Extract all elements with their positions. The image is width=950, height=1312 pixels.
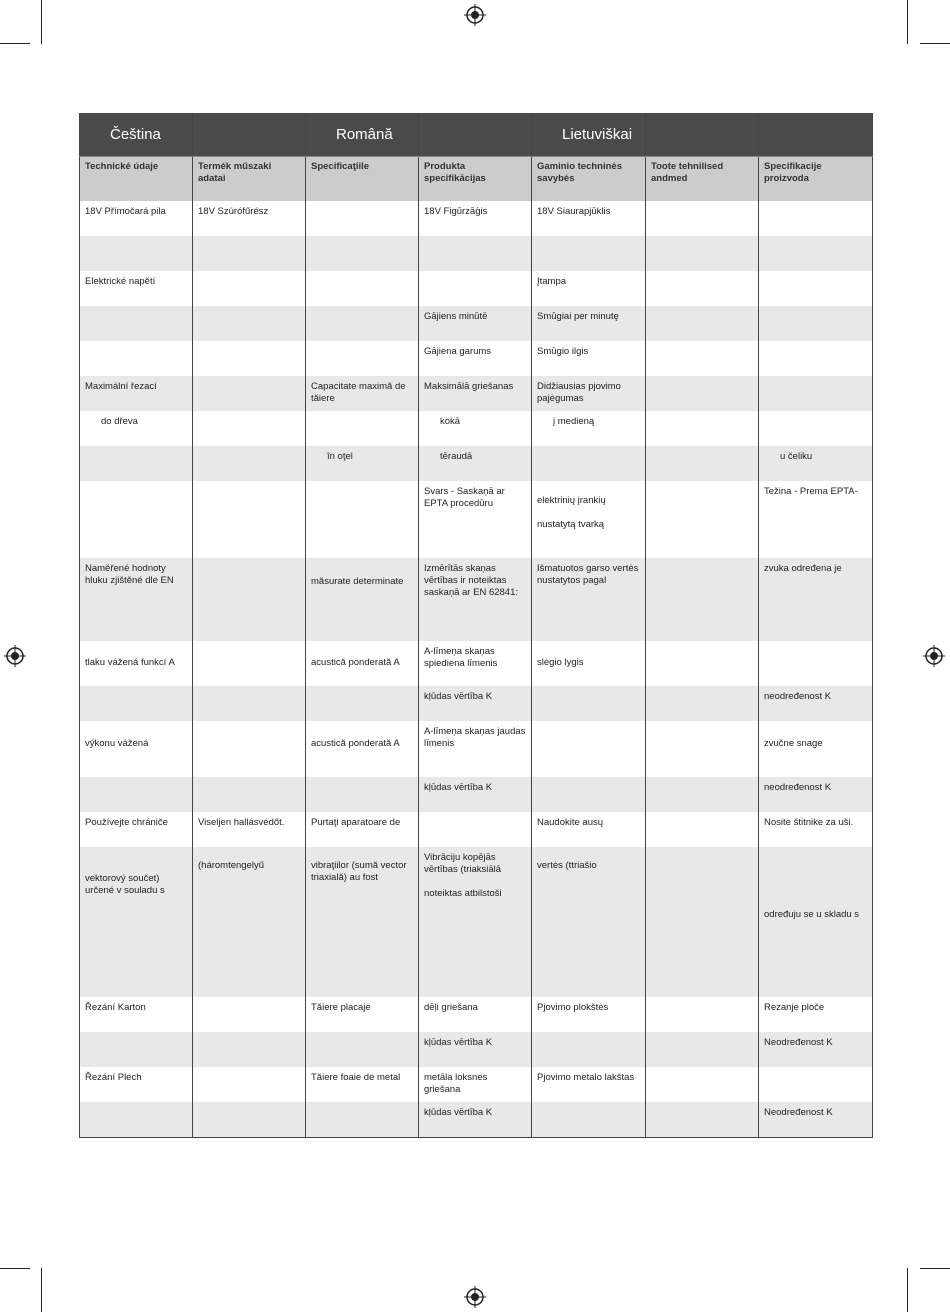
table-cell xyxy=(759,201,873,236)
language-cell xyxy=(759,113,873,157)
table-cell xyxy=(419,376,532,411)
table-cell xyxy=(193,201,306,236)
cell-text: în oţel xyxy=(327,450,353,462)
cell-text: Išmatuotos garso vertės nustatytos pagal xyxy=(537,562,639,586)
table-row xyxy=(80,306,873,341)
table-cell xyxy=(646,446,759,481)
table-cell xyxy=(306,271,419,306)
table-cell xyxy=(80,1067,193,1102)
table-cell xyxy=(532,236,646,271)
table-row xyxy=(80,481,873,558)
cell-text: Izmērītās skaņas vērtības ir noteiktas saskaņā ar EN 62841: xyxy=(424,562,519,598)
language-cell xyxy=(646,113,759,157)
table-cell xyxy=(646,641,759,686)
table-cell xyxy=(532,1102,646,1138)
table-cell xyxy=(759,721,873,777)
table-row xyxy=(80,721,873,777)
table-cell xyxy=(419,411,532,446)
table-row xyxy=(80,1102,873,1138)
cell-text: određuju se u skladu s xyxy=(764,908,860,920)
column-header: Gaminio techninės savybės xyxy=(532,157,646,201)
table-cell xyxy=(80,481,193,558)
cell-text: Pjovimo metalo lakštas xyxy=(537,1071,635,1083)
table-cell xyxy=(759,1032,873,1067)
table-cell xyxy=(646,201,759,236)
table-cell xyxy=(306,1102,419,1138)
table-row xyxy=(80,1032,873,1067)
cell-text: 18V Siaurapjūklis xyxy=(537,205,611,217)
cell-text: zvuka određena je xyxy=(764,562,842,574)
table-cell xyxy=(532,376,646,411)
cell-text: nustatytą tvarką xyxy=(537,518,605,530)
cell-text: Svars - Saskaņā ar EPTA procedūru xyxy=(424,485,505,509)
table-cell xyxy=(532,847,646,997)
table-cell xyxy=(193,411,306,446)
table-cell xyxy=(419,271,532,306)
specification-table xyxy=(79,113,873,1138)
table-cell xyxy=(419,1032,532,1067)
table-cell xyxy=(193,777,306,812)
table-cell xyxy=(419,1102,532,1138)
table-cell xyxy=(193,558,306,641)
crop-mark xyxy=(41,0,42,44)
table-cell xyxy=(306,376,419,411)
table-row xyxy=(80,686,873,721)
table-cell xyxy=(532,812,646,847)
cell-text: măsurate determinate xyxy=(311,575,404,587)
cell-text: Didžiausias pjovimo pajėgumas xyxy=(537,380,621,404)
table-cell xyxy=(532,411,646,446)
table-cell xyxy=(759,777,873,812)
table-cell xyxy=(306,721,419,777)
cell-text: į medieną xyxy=(553,415,595,427)
table-cell xyxy=(80,376,193,411)
table-row xyxy=(80,271,873,306)
cell-text: Nosite štitnike za uši. xyxy=(764,816,854,828)
table-row xyxy=(80,236,873,271)
table-cell xyxy=(306,641,419,686)
table-cell xyxy=(306,686,419,721)
table-cell xyxy=(193,446,306,481)
table-cell xyxy=(193,271,306,306)
table-cell xyxy=(306,201,419,236)
column-header: Specifikacije proizvoda xyxy=(759,157,873,201)
registration-mark-icon xyxy=(923,645,945,667)
cell-text: Vibrāciju kopējās vērtības (triaksiālā xyxy=(424,851,502,875)
column-header: Technické údaje xyxy=(80,157,193,201)
table-cell xyxy=(193,641,306,686)
table-cell xyxy=(306,341,419,376)
table-cell xyxy=(80,411,193,446)
table-cell xyxy=(532,997,646,1032)
table-cell xyxy=(759,641,873,686)
cell-text: Naměřené hodnoty hluku zjištěné dle EN xyxy=(85,562,174,586)
table-cell xyxy=(419,481,532,558)
cell-text: Tăiere placaje xyxy=(311,1001,371,1013)
cell-text: Purtaţi aparatoare de xyxy=(311,816,401,828)
table-cell xyxy=(532,721,646,777)
language-header-row xyxy=(80,113,873,157)
table-cell xyxy=(80,1032,193,1067)
table-cell xyxy=(759,411,873,446)
table-cell xyxy=(646,271,759,306)
table-cell xyxy=(646,721,759,777)
table-cell xyxy=(646,306,759,341)
crop-mark xyxy=(907,1268,908,1312)
table-row xyxy=(80,341,873,376)
crop-mark xyxy=(41,1268,42,1312)
table-row xyxy=(80,1067,873,1102)
cell-text: Viseljen hallásvédőt. xyxy=(198,816,285,828)
table-cell xyxy=(759,446,873,481)
cell-text: Naudokite ausų xyxy=(537,816,604,828)
table-row xyxy=(80,558,873,641)
table-cell xyxy=(80,341,193,376)
cell-text: kokā xyxy=(440,415,461,427)
cell-text: Maximální řezací xyxy=(85,380,157,392)
cell-text: Používejte chrániče xyxy=(85,816,168,828)
table-cell xyxy=(80,446,193,481)
table-cell xyxy=(193,236,306,271)
cell-text: vertės (ttriašio xyxy=(537,859,597,871)
table-cell xyxy=(759,271,873,306)
table-cell xyxy=(759,847,873,997)
cell-text: elektrinių įrankių xyxy=(537,494,606,506)
table-cell xyxy=(419,236,532,271)
table-cell xyxy=(532,1067,646,1102)
table-cell xyxy=(80,812,193,847)
table-cell xyxy=(80,641,193,686)
cell-text: Neodređenost K xyxy=(764,1106,833,1118)
table-cell xyxy=(193,847,306,997)
table-cell xyxy=(646,1067,759,1102)
table-cell xyxy=(193,997,306,1032)
cell-text: (háromtengelyű xyxy=(198,859,265,871)
table-cell xyxy=(759,481,873,558)
table-cell xyxy=(532,686,646,721)
table-cell xyxy=(759,812,873,847)
table-cell xyxy=(193,341,306,376)
cell-text: slėgio lygis xyxy=(537,656,584,668)
table-cell xyxy=(419,558,532,641)
table-cell xyxy=(419,341,532,376)
cell-text: Tăiere foaie de metal xyxy=(311,1071,401,1083)
table-cell xyxy=(646,1032,759,1067)
table-cell xyxy=(80,777,193,812)
table-cell xyxy=(80,201,193,236)
cell-text: kļūdas vērtība K xyxy=(424,690,493,702)
table-cell xyxy=(759,558,873,641)
cell-text: metāla loksnes griešana xyxy=(424,1071,488,1095)
column-header: Termék műszaki adatai xyxy=(193,157,306,201)
table-cell xyxy=(532,446,646,481)
table-cell xyxy=(306,558,419,641)
cell-text: Capacitate maximă de tăiere xyxy=(311,380,406,404)
table-cell xyxy=(646,686,759,721)
cell-text: Rezanje ploče xyxy=(764,1001,825,1013)
table-cell xyxy=(419,777,532,812)
cell-text: 18V Přímočará pila xyxy=(85,205,166,217)
table-cell xyxy=(532,558,646,641)
cell-text: A-līmeņa skaņas spiediena līmenis xyxy=(424,645,498,669)
language-label-romanian: Română xyxy=(306,113,419,157)
cell-text: vektorový součet) určené v souladu s xyxy=(85,872,165,896)
table-cell xyxy=(80,306,193,341)
table-cell xyxy=(759,376,873,411)
table-cell xyxy=(646,997,759,1032)
cell-text: 18V Szúrófűrész xyxy=(198,205,269,217)
cell-text: A-līmeņa skaņas jaudas līmenis xyxy=(424,725,526,749)
table-cell xyxy=(759,306,873,341)
table-cell xyxy=(419,1067,532,1102)
table-cell xyxy=(419,446,532,481)
table-cell xyxy=(80,686,193,721)
cell-text: kļūdas vērtība K xyxy=(424,1036,493,1048)
table-cell xyxy=(646,481,759,558)
registration-mark-icon xyxy=(464,4,486,26)
cell-text: Řezání Karton xyxy=(85,1001,146,1013)
cell-text: neodređenost K xyxy=(764,781,832,793)
table-cell xyxy=(419,686,532,721)
table-cell xyxy=(419,641,532,686)
table-cell xyxy=(759,341,873,376)
language-label-lithuanian: Lietuviškai xyxy=(532,113,646,157)
table-cell xyxy=(193,306,306,341)
table-cell xyxy=(80,558,193,641)
table-cell xyxy=(646,812,759,847)
table-cell xyxy=(419,201,532,236)
table-cell xyxy=(532,271,646,306)
cell-text: Pjovimo plokštės xyxy=(537,1001,609,1013)
table-cell xyxy=(193,1067,306,1102)
language-label-czech: Čeština xyxy=(80,113,193,157)
table-cell xyxy=(532,481,646,558)
table-cell xyxy=(80,847,193,997)
table-cell xyxy=(306,847,419,997)
table-cell xyxy=(193,1032,306,1067)
table-cell xyxy=(193,686,306,721)
cell-text: Gājiens minūtē xyxy=(424,310,488,322)
table-cell xyxy=(306,411,419,446)
table-cell xyxy=(80,271,193,306)
table-cell xyxy=(193,1102,306,1138)
cell-text: Gājiena garums xyxy=(424,345,492,357)
table-cell xyxy=(306,1032,419,1067)
table-cell xyxy=(532,341,646,376)
table-row xyxy=(80,812,873,847)
table-cell xyxy=(646,777,759,812)
cell-text: kļūdas vērtība K xyxy=(424,1106,493,1118)
cell-text: do dřeva xyxy=(101,415,138,427)
cell-text: tēraudā xyxy=(440,450,473,462)
table-cell xyxy=(759,686,873,721)
language-cell xyxy=(419,113,532,157)
table-cell xyxy=(646,376,759,411)
table-cell xyxy=(419,306,532,341)
table-cell xyxy=(306,812,419,847)
table-cell xyxy=(80,1102,193,1138)
table-cell xyxy=(759,1067,873,1102)
table-cell xyxy=(646,341,759,376)
table-cell xyxy=(193,812,306,847)
table-row xyxy=(80,847,873,997)
crop-mark xyxy=(0,43,30,44)
table-cell xyxy=(306,997,419,1032)
table-cell xyxy=(193,481,306,558)
cell-text: vibraţiilor (sumă vector triaxială) au fost xyxy=(311,859,407,883)
cell-text: 18V Figūrzāģis xyxy=(424,205,488,217)
cell-text: dēļi griešana xyxy=(424,1001,478,1013)
table-row xyxy=(80,376,873,411)
table-cell xyxy=(759,997,873,1032)
table-row xyxy=(80,777,873,812)
table-cell xyxy=(532,1032,646,1067)
table-cell xyxy=(419,997,532,1032)
table-cell xyxy=(646,236,759,271)
table-row xyxy=(80,411,873,446)
cell-text: neodređenost K xyxy=(764,690,832,702)
cell-text: acustică ponderată A xyxy=(311,737,400,749)
registration-mark-icon xyxy=(464,1286,486,1308)
table-row xyxy=(80,446,873,481)
cell-text: Smūgiai per minutę xyxy=(537,310,619,322)
table-cell xyxy=(646,558,759,641)
column-header: Toote tehnilised andmed xyxy=(646,157,759,201)
cell-text: výkonu vážená xyxy=(85,737,149,749)
table-cell xyxy=(193,721,306,777)
table-cell xyxy=(646,847,759,997)
cell-text: kļūdas vērtība K xyxy=(424,781,493,793)
table-cell xyxy=(646,411,759,446)
table-cell xyxy=(532,777,646,812)
table-cell xyxy=(419,812,532,847)
column-header: Produkta specifikācijas xyxy=(419,157,532,201)
table-cell xyxy=(306,306,419,341)
table-cell xyxy=(80,997,193,1032)
table-cell xyxy=(306,236,419,271)
table-row xyxy=(80,997,873,1032)
table-cell xyxy=(306,481,419,558)
table-cell xyxy=(532,641,646,686)
table-cell xyxy=(532,201,646,236)
table-cell xyxy=(759,1102,873,1138)
table-cell xyxy=(306,1067,419,1102)
cell-text: Težina - Prema EPTA- xyxy=(764,485,858,497)
cell-text: Smūgio ilgis xyxy=(537,345,589,357)
table-cell xyxy=(532,306,646,341)
table-cell xyxy=(419,721,532,777)
cell-text: acustică ponderată A xyxy=(311,656,400,668)
column-header-row xyxy=(80,157,873,201)
crop-mark xyxy=(0,1268,30,1269)
table-cell xyxy=(193,376,306,411)
crop-mark xyxy=(920,43,950,44)
table-cell xyxy=(419,847,532,997)
table-cell xyxy=(646,1102,759,1138)
table-cell xyxy=(759,236,873,271)
cell-text: Maksimālā griešanas xyxy=(424,380,514,392)
table-row xyxy=(80,201,873,236)
registration-mark-icon xyxy=(4,645,26,667)
cell-text: Neodređenost K xyxy=(764,1036,833,1048)
language-cell xyxy=(193,113,306,157)
cell-text: Įtampa xyxy=(537,275,567,287)
cell-text: tlaku vážená funkcí A xyxy=(85,656,175,668)
table-cell xyxy=(306,446,419,481)
cell-text: Řezání Plech xyxy=(85,1071,142,1083)
table-row xyxy=(80,641,873,686)
table-cell xyxy=(80,721,193,777)
cell-text: noteiktas atbilstoši xyxy=(424,887,502,899)
crop-mark xyxy=(907,0,908,44)
table-cell xyxy=(80,236,193,271)
crop-mark xyxy=(920,1268,950,1269)
cell-text: u čeliku xyxy=(780,450,813,462)
table-cell xyxy=(306,777,419,812)
cell-text: zvučne snage xyxy=(764,737,823,749)
cell-text: Elektrické napětí xyxy=(85,275,156,287)
column-header: Specificaţiile xyxy=(306,157,419,201)
